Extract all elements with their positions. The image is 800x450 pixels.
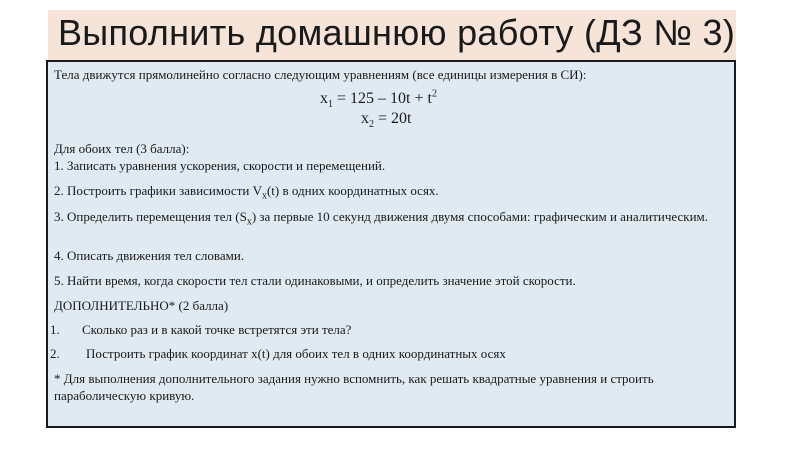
- slide-title: Выполнить домашнюю работу (ДЗ № 3): [58, 12, 736, 53]
- task-3: 3. Определить перемещения тел $(S_x)$ за первые 10 секунд движения двумя способами: графическим и аналитическим.: [54, 209, 709, 228]
- task-2: 2. Построить графики зависимости $V_x(t)$ в одних координатных осях.: [54, 183, 439, 202]
- equation-1: $x_1 = 125 - 10t + t^2$: [320, 88, 437, 111]
- both-bodies-heading: Для обоих тел (3 балла):: [54, 141, 190, 156]
- task-1: 1. Записать уравнения ускорения, скорости и перемещений.: [54, 158, 386, 173]
- equation-2: $x_2 = 20t$: [361, 110, 412, 131]
- assignment-panel: [46, 60, 736, 428]
- additional-item-2: 2. Построить график координат x(t) для обоих тел в одних координатных осях: [50, 346, 506, 361]
- additional-item-1: 1. Сколько раз и в какой точке встретятся эти тела?: [50, 322, 352, 337]
- task-5: 5. Найти время, когда скорости тел стали одинаковыми, и определить значение этой скорости.: [54, 273, 576, 288]
- intro-text: Тела движутся прямолинейно согласно следующим уравнениям (все единицы измерения в СИ):: [54, 67, 587, 82]
- additional-note: * Для выполнения дополнительного задания нужно вспомнить, как решать квадратные уравнения и строить параболическую кривую.: [54, 371, 654, 403]
- additional-heading: ДОПОЛНИТЕЛЬНО* (2 балла): [54, 298, 229, 313]
- task-4: 4. Описать движения тел словами.: [54, 248, 245, 263]
